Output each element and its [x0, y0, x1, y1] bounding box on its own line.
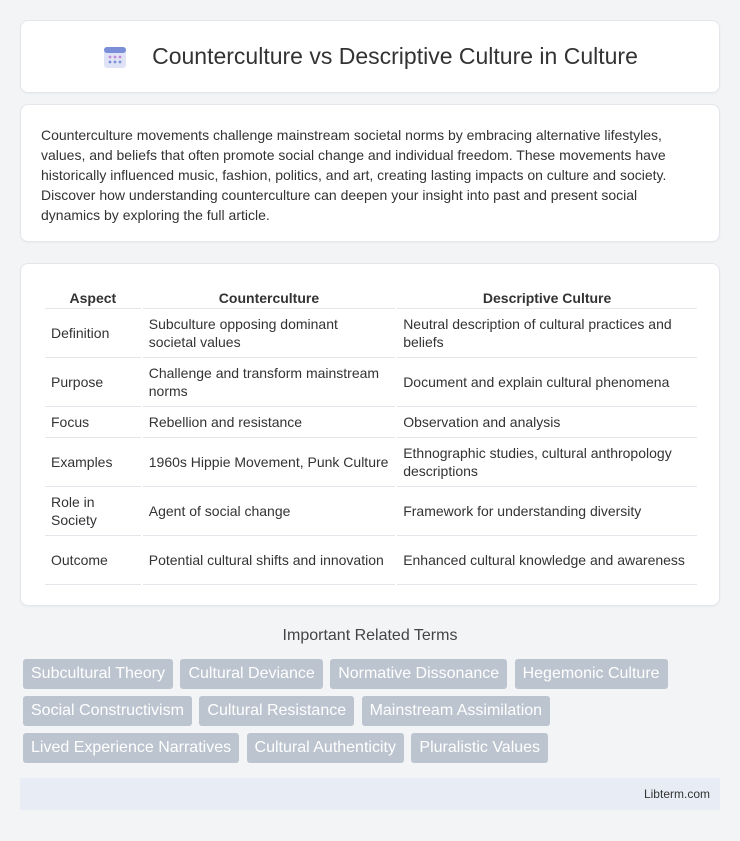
column-header: Descriptive Culture [397, 286, 697, 309]
related-term-tag[interactable]: Normative Dissonance [330, 659, 507, 689]
related-term-tag[interactable]: Social Constructivism [23, 696, 192, 726]
table-cell: Neutral description of cultural practices and beliefs [397, 309, 697, 358]
comparison-table [43, 286, 699, 585]
table-cell: Document and explain cultural phenomena [397, 358, 697, 407]
header-card [20, 20, 720, 93]
table-cell: Observation and analysis [397, 407, 697, 438]
related-term-tag[interactable]: Cultural Resistance [199, 696, 354, 726]
table-row [45, 487, 697, 536]
table-cell: Framework for understanding diversity [397, 487, 697, 536]
intro-text: Counterculture movements challenge mainstream societal norms by embracing alternative lifestyles, values, and beliefs that often promote social change and individual freedom. These movements have historically influenced music, fashion, politics, and art, creating lasting impacts on culture and society. Discover how understanding counterculture can deepen your insight into past and present social dynamics by exploring the full article. [41, 127, 667, 223]
related-term-tag[interactable]: Cultural Deviance [180, 659, 322, 689]
table-header-row [45, 286, 697, 309]
table-cell: Ethnographic studies, cultural anthropology descriptions [397, 438, 697, 487]
column-header: Counterculture [143, 286, 395, 309]
table-cell: Subculture opposing dominant societal values [143, 309, 395, 358]
table-row [45, 536, 697, 585]
table-cell: Agent of social change [143, 487, 395, 536]
footer [20, 778, 720, 810]
related-term-tag[interactable]: Lived Experience Narratives [23, 733, 239, 763]
page-title: Counterculture vs Descriptive Culture in Culture [152, 43, 638, 69]
table-row [45, 309, 697, 358]
table-cell: 1960s Hippie Movement, Punk Culture [143, 438, 395, 487]
table-cell: Potential cultural shifts and innovation [143, 536, 395, 585]
table-cell: Outcome [45, 536, 141, 585]
comparison-table-card [20, 263, 720, 606]
table-cell: Purpose [45, 358, 141, 407]
related-terms-title: Important Related Terms [282, 627, 458, 644]
table-cell: Examples [45, 438, 141, 487]
table-cell: Focus [45, 407, 141, 438]
table-cell: Definition [45, 309, 141, 358]
related-term-tag[interactable]: Pluralistic Values [411, 733, 548, 763]
table-cell: Challenge and transform mainstream norms [143, 358, 395, 407]
calendar-grid-icon [102, 44, 128, 70]
column-header: Aspect [45, 286, 141, 309]
intro-card [20, 104, 720, 242]
table-row [45, 407, 697, 438]
footer-site-link[interactable]: Libterm.com [643, 787, 710, 801]
related-term-tag[interactable]: Hegemonic Culture [515, 659, 668, 689]
related-term-tag[interactable]: Cultural Authenticity [247, 733, 404, 763]
related-term-tag[interactable]: Mainstream Assimilation [362, 696, 551, 726]
table-cell: Rebellion and resistance [143, 407, 395, 438]
table-row [45, 438, 697, 487]
table-cell: Enhanced cultural knowledge and awareness [397, 536, 697, 585]
table-cell: Role in Society [45, 487, 141, 536]
related-term-tag[interactable]: Subcultural Theory [23, 659, 173, 689]
related-terms-list [23, 659, 723, 770]
table-row [45, 358, 697, 407]
